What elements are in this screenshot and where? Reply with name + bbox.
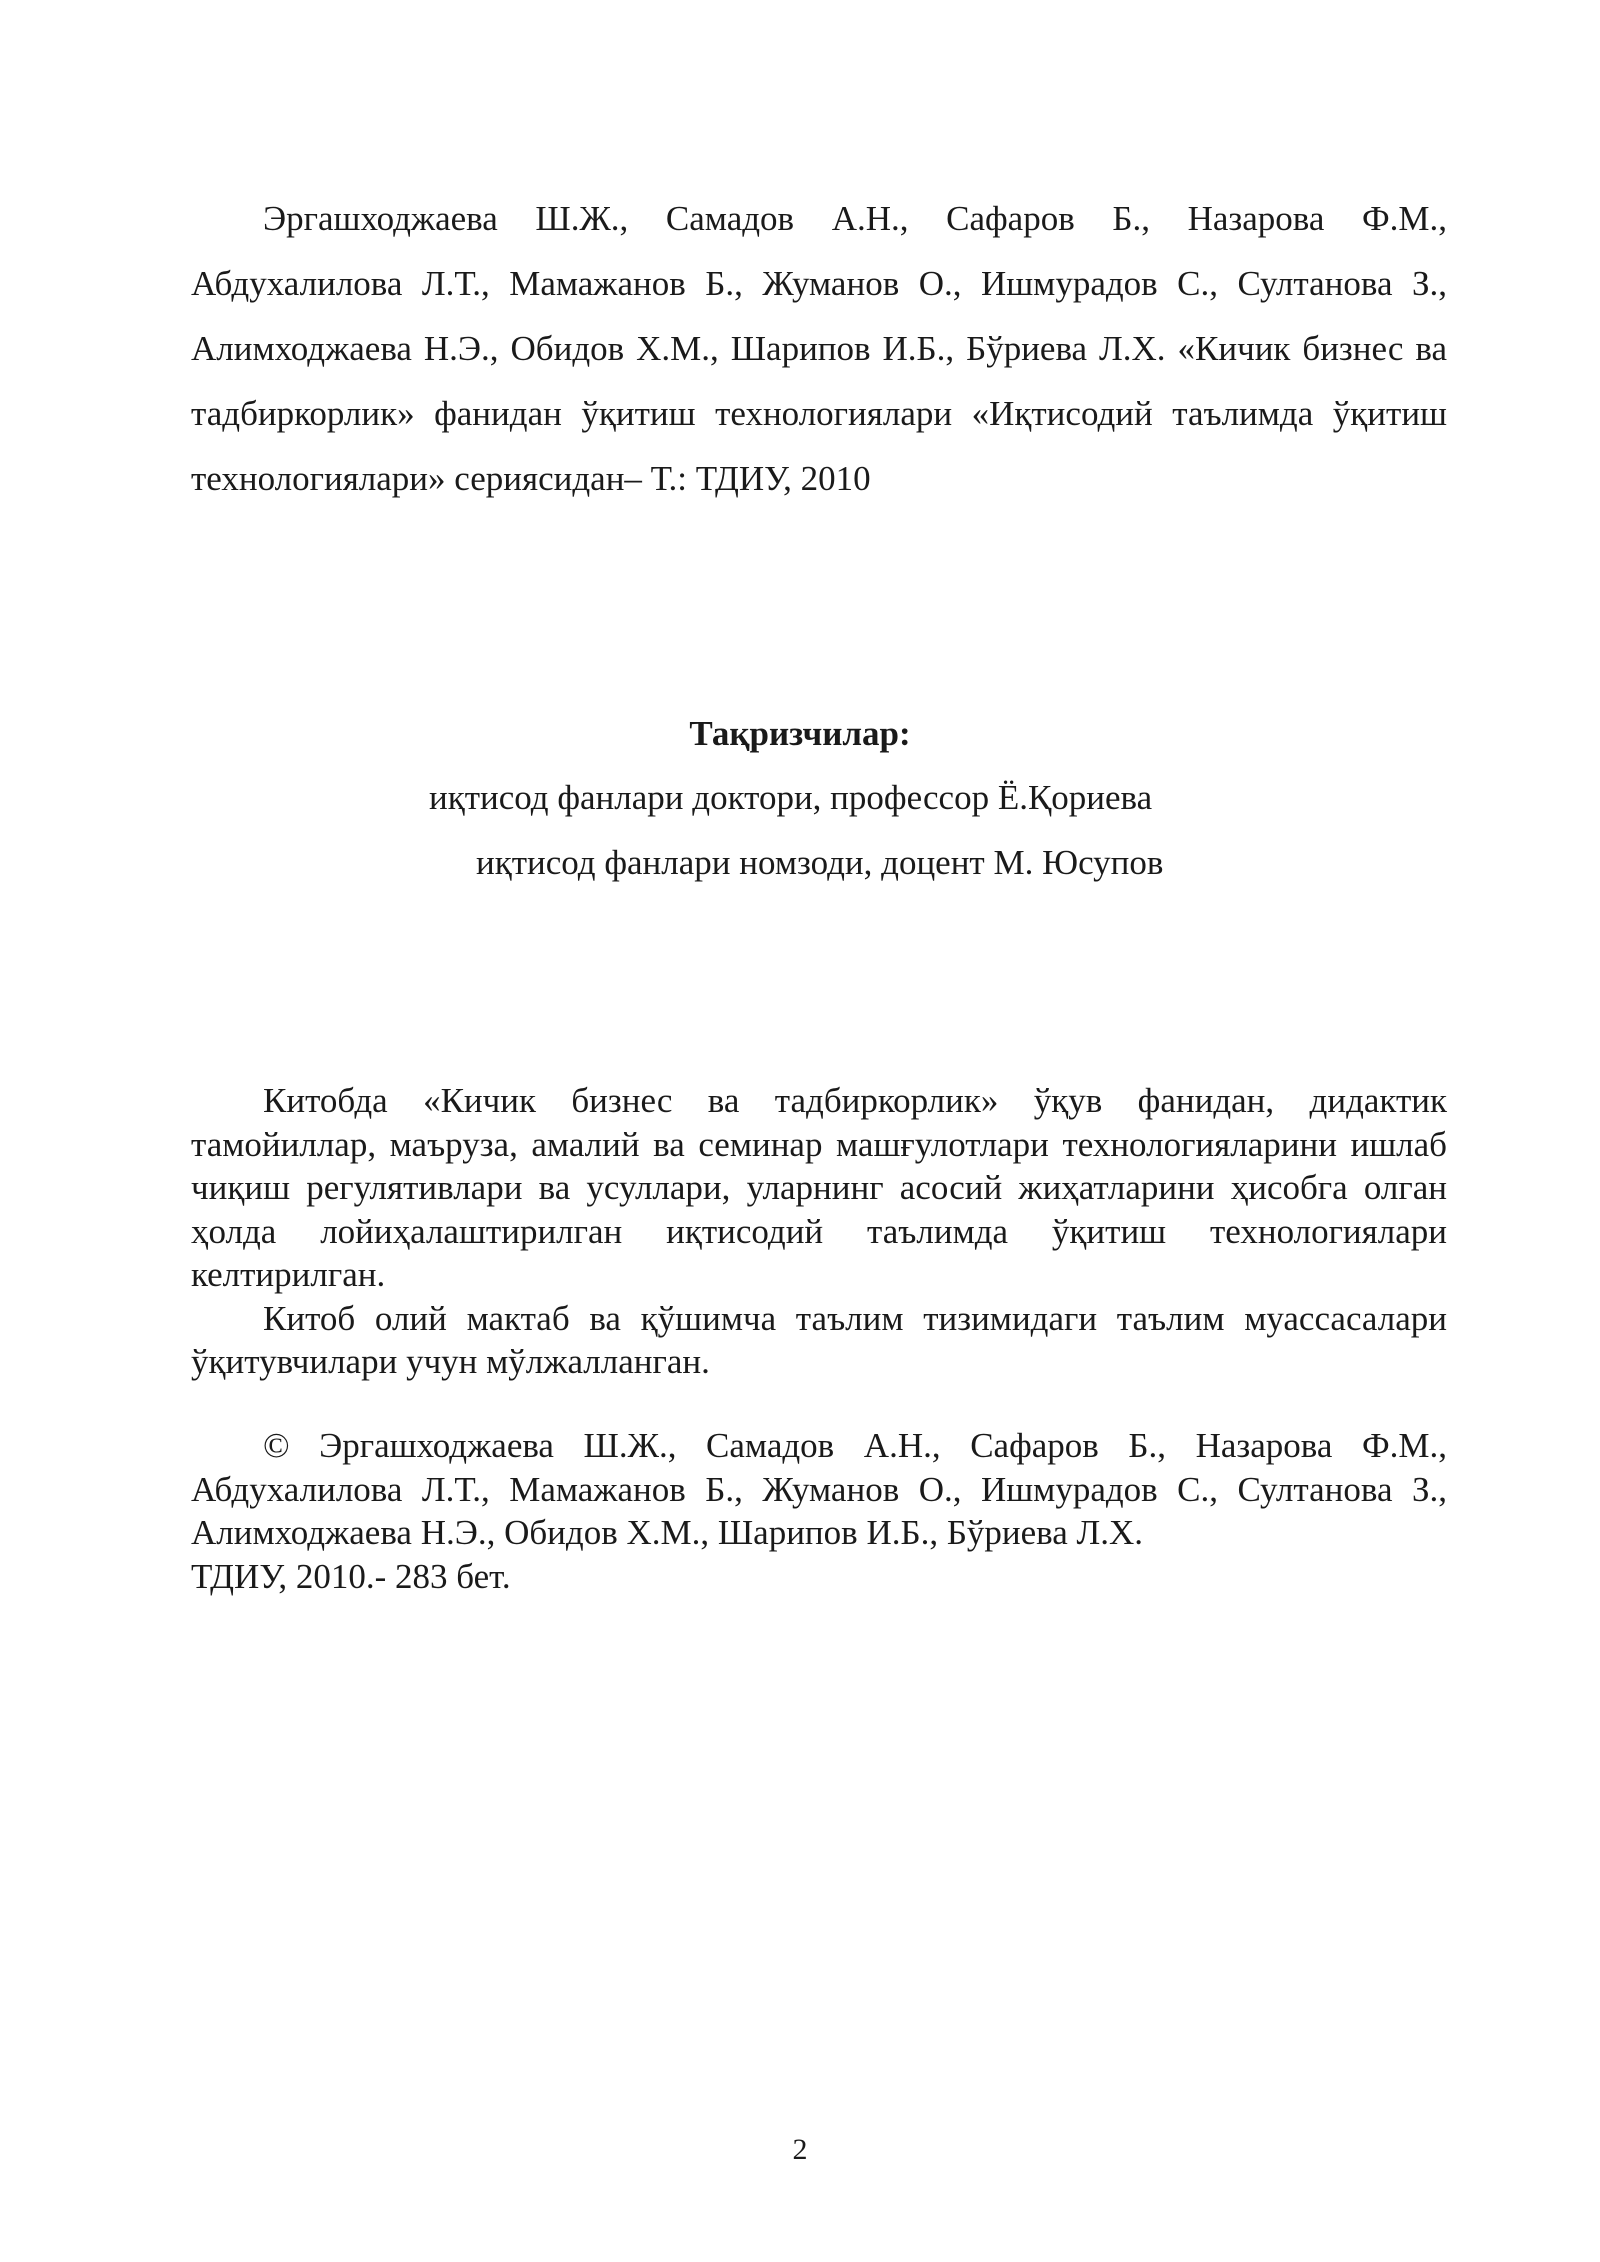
annotation-paragraph: Китобда «Кичик бизнес ва тадбиркорлик» ўқув фанидан, дидактик тамойиллар, маъруза, амалий ва семинар машғулотлари технологияларини ишлаб чиқиш регулятивлари ва усуллари, уларнинг асосий жиҳатларини ҳисобга олган ҳолда лойиҳалаштирилган иқтисодий таълимда ўқитиш технологиялари келтирилган. (191, 1081, 1447, 1294)
annotation-section (191, 1079, 1447, 1384)
copyright-section (191, 1424, 1447, 1598)
reviewers-title: Тақризчилар: (689, 714, 911, 753)
authors-citation-paragraph: Эргашходжаева Ш.Ж., Самадов А.Н., Сафаров Б., Назарова Ф.М., Абдухалилова Л.Т., Мамажанов Б., Жуманов О., Ишмурадов С., Султанова З., Алимходжаева Н.Э., Обидов Х.М., Шарипов И.Б., Бўриева Л.Х. «Кичик бизнес ва тадбиркорлик» фанидан ўқитиш технологиялари «Иқтисодий таълимда ўқитиш технологиялари» сериясидан– Т.: ТДИУ, 2010 (191, 199, 1447, 498)
annotation-paragraph: Китоб олий мактаб ва қўшимча таълим тизимидаги таълим муассасалари ўқитувчилари учун мўлжалланган. (191, 1298, 1447, 1381)
reviewer-item: иқтисод фанлари номзоди, доцент М. Юсупов (476, 843, 1164, 882)
publisher-line: ТДИУ, 2010.- 283 бет. (191, 1556, 511, 1596)
copyright-text: © Эргашходжаева Ш.Ж., Самадов А.Н., Сафаров Б., Назарова Ф.М., Абдухалилова Л.Т., Мамажанов Б., Жуманов О., Ишмурадов С., Султанова З., Алимходжаева Н.Э., Обидов Х.М., Шарипов И.Б., Бўриева Л.Х. (191, 1426, 1447, 1552)
page-number: 2 (792, 2133, 808, 2166)
reviewer-item: иқтисод фанлари доктори, профессор Ё.Қориева (429, 778, 1153, 817)
